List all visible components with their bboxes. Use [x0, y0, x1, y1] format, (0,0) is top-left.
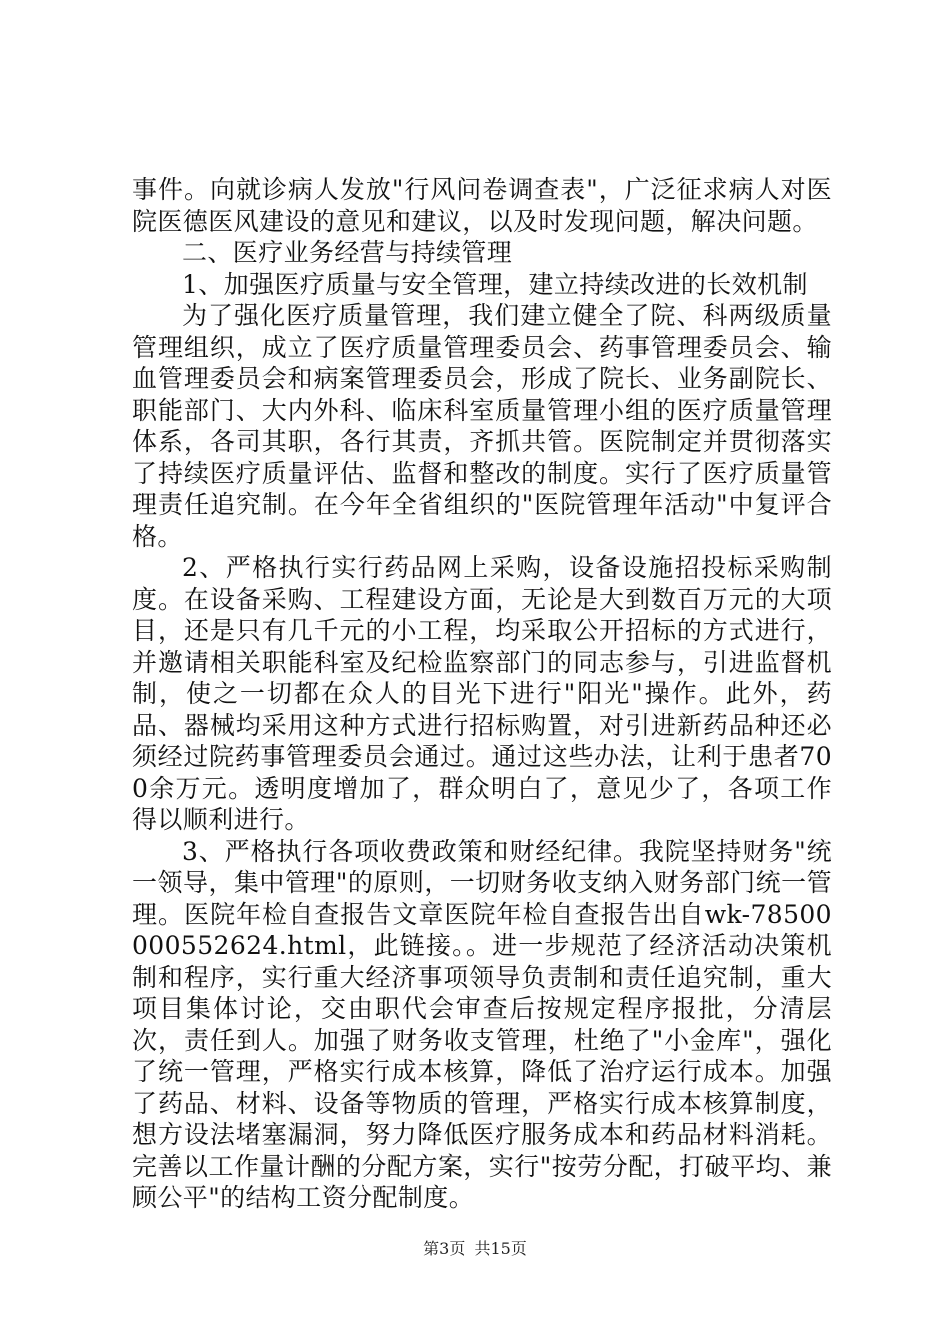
- page-number: 第3页: [423, 1239, 466, 1258]
- document-body: [132, 174, 832, 1214]
- paragraph-continuation: 事件。向就诊病人发放"行风问卷调查表"，广泛征求病人对医院医德医风建设的意见和建议，以及时发现问题，解决问题。: [132, 175, 832, 236]
- paragraph-procurement: 2、严格执行实行药品网上采购，设备设施招投标采购制度。在设备采购、工程建设方面，无论是大到数百万元的大项目，还是只有几千元的小工程，均采取公开招标的方式进行，并邀请相关职能科室及纪检监察部门的同志参与，引进监督机制，使之一切都在众人的目光下进行"阳光"操作。此外，药品、器械均采用这种方式进行招标购置，对引进新药品种还必须经过院药事管理委员会通过。通过这些办法，让利于患者700余万元。透明度增加了，群众明白了，意见少了，各项工作得以顺利进行。: [132, 553, 832, 834]
- paragraph-quality-management: 为了强化医疗质量管理，我们建立健全了院、科两级质量管理组织，成立了医疗质量管理委员会、药事管理委员会、输血管理委员会和病案管理委员会，形成了院长、业务副院长、职能部门、大内外科、临床科室质量管理小组的医疗质量管理体系，各司其职，各行其责，齐抓共管。医院制定并贯彻落实了持续医疗质量评估、监督和整改的制度。实行了医疗质量管理责任追究制。在今年全省组织的"医院管理年活动"中复评合格。: [132, 301, 832, 551]
- subsection-heading-1: 1、加强医疗质量与安全管理，建立持续改进的长效机制: [182, 269, 808, 299]
- section-heading: 二、医疗业务经营与持续管理: [182, 238, 513, 267]
- page-total: 共15页: [474, 1239, 527, 1258]
- paragraph-finance: 3、严格执行各项收费政策和财经纪律。我院坚持财务"统一领导，集中管理"的原则，一切财务收支纳入财务部门统一管理。医院年检自查报告文章医院年检自查报告出自wk-78500000552624.html，此链接。。进一步规范了经济活动决策机制和程序，实行重大经济事项领导负责制和责任追究制，重大项目集体讨论，交由职代会审查后按规定程序报批，分清层次，责任到人。加强了财务收支管理，杜绝了"小金库"，强化了统一管理，严格实行成本核算，降低了治疗运行成本。加强了药品、材料、设备等物质的管理，严格实行成本核算制度，想方设法堵塞漏洞，努力降低医疗服务成本和药品材料消耗。完善以工作量计酬的分配方案，实行"按劳分配，打破平均、兼顾公平"的结构工资分配制度。: [132, 836, 832, 1212]
- page-footer: [0, 1236, 950, 1259]
